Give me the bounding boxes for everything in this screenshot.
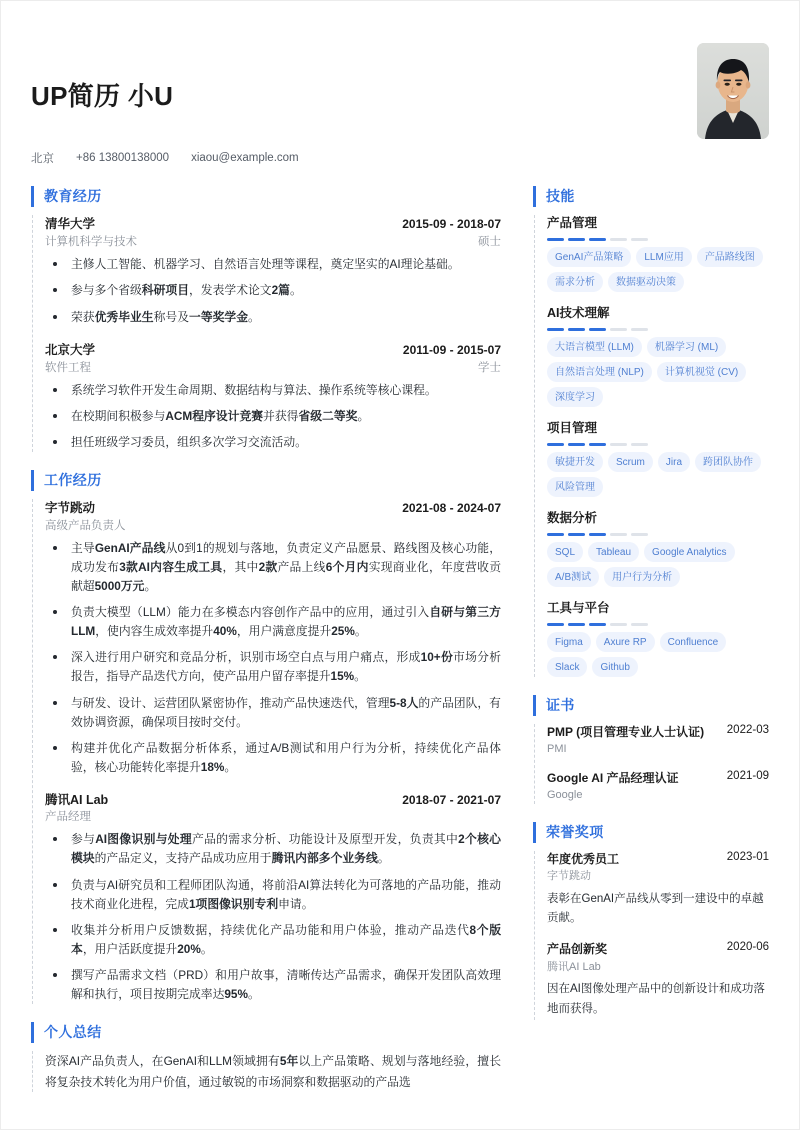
skill-group-name: 工具与平台 xyxy=(547,601,610,615)
skill-level-segment xyxy=(610,533,627,537)
list-item: 与研发、设计、运营团队紧密协作，推动产品快速迭代，管理5-8人的产品团队，有效协调资源，确保项目按时交付。 xyxy=(45,694,501,732)
award-name: 年度优秀员工 xyxy=(547,851,620,866)
skill-group xyxy=(547,420,769,497)
skill-tag: 深度学习 xyxy=(547,387,603,407)
list-item: 主修人工智能、机器学习、自然语言处理等课程，奠定坚实的AI理论基础。 xyxy=(45,255,501,274)
work-date: 2018-07 - 2021-07 xyxy=(402,792,501,807)
section-title-work: 工作经历 xyxy=(44,472,102,489)
section-work-experience xyxy=(31,470,501,1004)
section-header xyxy=(31,186,501,207)
skill-level-segment xyxy=(568,328,585,332)
list-item: 负责大模型（LLM）能力在多模态内容创作产品中的应用，通过引入自研与第三方LLM，使内容生成效率提升40%，用户满意度提升25%。 xyxy=(45,603,501,641)
skill-tag-list xyxy=(547,452,769,497)
contact-email: xiaou@example.com xyxy=(191,152,299,165)
skill-group-name: 数据分析 xyxy=(547,511,598,525)
entry-row xyxy=(45,791,501,809)
degree: 硕士 xyxy=(478,236,501,249)
bullet-list xyxy=(45,381,501,452)
skill-level-segment xyxy=(610,238,627,242)
skill-level-segment xyxy=(589,238,606,242)
school-name: 清华大学 xyxy=(45,217,96,231)
skill-level-segment xyxy=(568,623,585,627)
entry-row xyxy=(45,341,501,359)
skill-level-meter xyxy=(547,623,769,627)
skill-tag: 需求分析 xyxy=(547,272,603,292)
certificate-name: Google AI 产品经理认证 xyxy=(547,770,679,785)
skill-level-segment xyxy=(547,443,564,447)
skill-group-name: 产品管理 xyxy=(547,216,598,230)
sidebar-column xyxy=(523,186,769,1110)
entry-row xyxy=(547,941,769,958)
skill-tag: Slack xyxy=(547,657,587,677)
skill-tag: 大语言模型 (LLM) xyxy=(547,337,642,357)
skill-tag: 敏捷开发 xyxy=(547,452,603,472)
skill-tag: Axure RP xyxy=(596,632,655,652)
section-title-certificates: 证书 xyxy=(546,697,575,713)
skill-tag-list xyxy=(547,247,769,292)
skill-level-segment xyxy=(547,328,564,332)
work-entry xyxy=(45,499,501,777)
skill-tag: Figma xyxy=(547,632,591,652)
job-title: 产品经理 xyxy=(45,811,91,824)
award-entry xyxy=(547,851,769,929)
certificate-entry xyxy=(547,770,769,804)
company-name: 腾讯AI Lab xyxy=(45,792,109,807)
entry-subrow xyxy=(45,233,501,251)
skill-level-meter xyxy=(547,533,769,537)
school-name: 北京大学 xyxy=(45,342,96,357)
section-content xyxy=(32,499,501,1004)
skill-level-meter xyxy=(547,238,769,242)
skill-tag: 跨团队协作 xyxy=(695,452,761,472)
award-issuer: 字节跳动 xyxy=(547,870,591,883)
avatar xyxy=(697,43,769,139)
section-header xyxy=(533,186,769,207)
skill-tag: 用户行为分析 xyxy=(604,567,680,587)
certificate-date: 2022-03 xyxy=(726,724,769,736)
section-certificates xyxy=(533,695,769,804)
skill-level-segment xyxy=(568,238,585,242)
bullet-list xyxy=(45,255,501,326)
skill-tag: GenAI产品策略 xyxy=(547,247,631,267)
skill-level-segment xyxy=(631,328,648,332)
certificate-issuer: Google xyxy=(547,789,583,802)
company-name: 字节跳动 xyxy=(45,501,96,516)
education-date: 2011-09 - 2015-07 xyxy=(402,342,501,357)
award-date: 2020-06 xyxy=(726,941,769,954)
certificate-name: PMP (项目管理专业人士认证) xyxy=(547,725,705,739)
skill-level-segment xyxy=(631,533,648,537)
award-name: 产品创新奖 xyxy=(547,942,608,957)
certificate-entry xyxy=(547,724,769,758)
skill-group-name: 项目管理 xyxy=(547,421,598,435)
skill-level-segment xyxy=(610,328,627,332)
entry-subrow xyxy=(45,359,501,377)
skill-level-segment xyxy=(589,533,606,537)
entry-row xyxy=(547,851,769,868)
skill-tag: Tableau xyxy=(588,542,639,562)
section-title-awards: 荣誉奖项 xyxy=(546,823,604,840)
skill-tag: SQL xyxy=(547,542,583,562)
skill-level-segment xyxy=(589,443,606,447)
skill-level-segment xyxy=(547,238,564,242)
list-item: 主导GenAI产品线从0到1的规划与落地，负责定义产品愿景、路线图及核心功能，成功发布3款AI内容生成工具，其中2款产品上线6个月内实现商业化，年度营收贡献超5000万元。 xyxy=(45,539,501,596)
skill-level-segment xyxy=(547,623,564,627)
list-item: 深入进行用户研究和竞品分析，识别市场空白点与用户痛点，形成10+份市场分析报告，指导产品迭代方向，使产品用户留存率提升15%。 xyxy=(45,648,501,686)
skill-level-segment xyxy=(631,623,648,627)
skill-level-segment xyxy=(631,443,648,447)
major: 软件工程 xyxy=(45,361,91,374)
section-awards xyxy=(533,822,769,1020)
section-content xyxy=(32,1051,501,1092)
contact-location: 北京 xyxy=(31,153,54,166)
section-title-education: 教育经历 xyxy=(44,188,102,204)
award-date: 2023-01 xyxy=(726,850,769,863)
contact-row xyxy=(31,150,769,166)
skill-tag-list xyxy=(547,337,769,407)
list-item: 构建并优化产品数据分析体系，通过A/B测试和用户行为分析，持续优化产品体验，核心功能转化率提升18%。 xyxy=(45,739,501,777)
section-content xyxy=(534,215,769,677)
section-header xyxy=(533,695,769,716)
page-title: UP简历 小U xyxy=(31,81,174,111)
education-entry xyxy=(45,215,501,327)
section-title-skills: 技能 xyxy=(546,188,575,204)
list-item: 参与多个省级科研项目，发表学术论文2篇。 xyxy=(45,281,501,300)
section-title-summary: 个人总结 xyxy=(44,1024,102,1041)
skill-tag: 自然语言处理 (NLP) xyxy=(547,362,652,382)
section-content xyxy=(534,851,769,1020)
job-title: 高级产品负责人 xyxy=(45,519,126,532)
section-header xyxy=(31,1022,501,1043)
work-date: 2021-08 - 2024-07 xyxy=(402,501,501,516)
skill-tag: Google Analytics xyxy=(644,542,735,562)
resume-body xyxy=(1,186,799,1110)
contact-phone: +86 13800138000 xyxy=(76,152,170,165)
section-header xyxy=(31,470,501,491)
degree: 学士 xyxy=(478,361,501,374)
entry-row xyxy=(45,215,501,233)
main-column xyxy=(31,186,523,1110)
skill-tag: 机器学习 (ML) xyxy=(647,337,726,357)
section-header xyxy=(533,822,769,843)
skill-tag: Scrum xyxy=(608,452,653,472)
skill-tag: 数据驱动决策 xyxy=(608,272,684,292)
education-entry xyxy=(45,341,501,453)
bullet-list xyxy=(45,830,501,1004)
skill-tag: Github xyxy=(592,657,637,677)
list-item: 参与AI图像识别与处理产品的需求分析、功能设计及原型开发，负责其中2个核心模块的产品定义，支持产品成功应用于腾讯内部多个业务线。 xyxy=(45,830,501,868)
skill-group-name: AI技术理解 xyxy=(547,306,610,320)
resume-header xyxy=(1,1,799,186)
skill-tag-list xyxy=(547,632,769,677)
skill-level-segment xyxy=(610,443,627,447)
list-item: 负责与AI研究员和工程师团队沟通，将前沿AI算法转化为可落地的产品功能，推动技术商业化进程，完成1项图像识别专利申请。 xyxy=(45,876,501,914)
list-item: 系统学习软件开发生命周期、数据结构与算法、操作系统等核心课程。 xyxy=(45,381,501,400)
skill-tag: 产品路线图 xyxy=(697,247,763,267)
certificate-date: 2021-09 xyxy=(726,769,769,782)
skill-group xyxy=(547,510,769,587)
skill-group xyxy=(547,600,769,677)
skill-level-segment xyxy=(568,533,585,537)
list-item: 荣获优秀毕业生称号及一等奖学金。 xyxy=(45,308,501,327)
portrait-photo-icon xyxy=(697,43,769,139)
skill-tag: Jira xyxy=(658,452,690,472)
name-block xyxy=(31,29,769,166)
skill-level-meter xyxy=(547,328,769,332)
skill-tag: A/B测试 xyxy=(547,567,599,587)
award-entry xyxy=(547,941,769,1019)
skill-tag: Confluence xyxy=(660,632,727,652)
skill-group xyxy=(547,305,769,407)
list-item: 收集并分析用户反馈数据，持续优化产品功能和用户体验，推动产品迭代8个版本，用户活跃度提升20%。 xyxy=(45,921,501,959)
award-description: 表彰在GenAI产品线从零到一建设中的卓越贡献。 xyxy=(547,892,764,925)
education-date: 2015-09 - 2018-07 xyxy=(402,217,501,231)
entry-row xyxy=(45,499,501,517)
skill-level-segment xyxy=(547,533,564,537)
section-skills xyxy=(533,186,769,677)
section-education xyxy=(31,186,501,452)
section-personal-summary xyxy=(31,1022,501,1092)
major: 计算机科学与技术 xyxy=(45,236,137,249)
skill-level-segment xyxy=(610,623,627,627)
skill-level-segment xyxy=(568,443,585,447)
work-entry xyxy=(45,791,501,1004)
section-content xyxy=(534,724,769,804)
award-issuer: 腾讯AI Lab xyxy=(547,960,601,973)
skill-level-segment xyxy=(589,328,606,332)
list-item: 在校期间积极参与ACM程序设计竞赛并获得省级二等奖。 xyxy=(45,407,501,426)
skill-tag: 计算机视觉 (CV) xyxy=(657,362,746,382)
list-item: 撰写产品需求文档（PRD）和用户故事，清晰传达产品需求，确保开发团队高效理解和执行，项目按期完成率达95%。 xyxy=(45,966,501,1004)
list-item: 担任班级学习委员，组织多次学习交流活动。 xyxy=(45,433,501,452)
bullet-list xyxy=(45,539,501,777)
skill-level-segment xyxy=(631,238,648,242)
section-content xyxy=(32,215,501,452)
skill-level-segment xyxy=(589,623,606,627)
skill-level-meter xyxy=(547,443,769,447)
skill-tag: LLM应用 xyxy=(636,247,691,267)
certificate-issuer: PMI xyxy=(547,743,567,756)
skill-tag: 风险管理 xyxy=(547,477,603,497)
entry-row xyxy=(547,770,769,787)
summary-text: 资深AI产品负责人，在GenAI和LLM领域拥有5年以上产品策略、规划与落地经验，擅长将复杂技术转化为用户价值，通过敏锐的市场洞察和数据驱动的产品选 xyxy=(45,1054,501,1089)
skill-group xyxy=(547,215,769,292)
award-description: 因在AI图像处理产品中的创新设计和成功落地而获得。 xyxy=(547,983,765,1015)
skill-tag-list xyxy=(547,542,769,587)
entry-row xyxy=(547,724,769,741)
